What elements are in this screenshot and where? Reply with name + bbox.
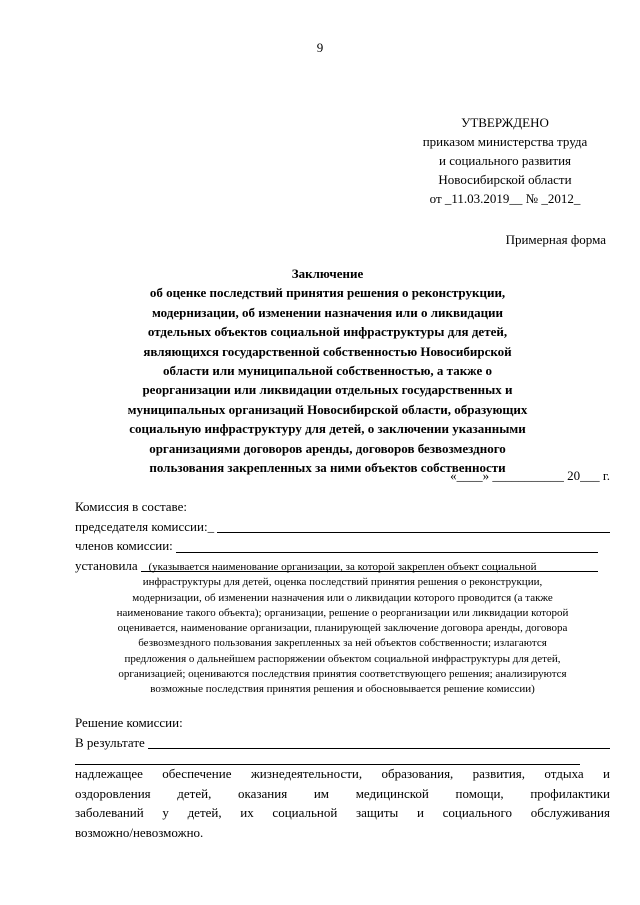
title-line: области или муниципальной собственностью, а также о xyxy=(163,363,492,379)
conclusion-line: возможно/невозможно. xyxy=(75,824,204,840)
note-line: безвозмездного пользования закрепленных за ней объектов собственности; излагаются xyxy=(138,637,547,650)
title-line: модернизации, об изменении назначения или о ликвидации xyxy=(151,304,504,320)
document-title xyxy=(125,264,530,477)
members-label: членов комиссии: xyxy=(75,538,173,553)
result-label: В результате xyxy=(75,734,145,750)
title-line: отдельных объектов социальной инфраструктуры для детей, xyxy=(147,324,508,340)
title-line: об оценке последствий принятия решения о реконструкции, xyxy=(149,285,506,301)
note-line: инфраструктуры для детей, оценка последствий принятия решения о реконструкции, xyxy=(142,576,543,589)
title-line: социальную инфраструктуру для детей, о заключении указанными xyxy=(129,421,526,437)
chairman-row xyxy=(75,517,610,537)
approval-line: от _11.03.2019__ № _2012_ xyxy=(429,191,581,206)
title-line: Заключение xyxy=(291,266,364,281)
approval-stamp xyxy=(380,113,630,208)
title-line: организациями договоров аренды, договоров безвозмездного xyxy=(149,440,506,456)
conclusion-paragraph xyxy=(75,764,610,842)
conclusion-line: надлежащее обеспечение жизнедеятельности, образования, развития, отдыха и xyxy=(75,766,610,781)
commission-heading: Комиссия в составе: xyxy=(75,499,187,514)
approval-line: УТВЕРЖДЕНО xyxy=(461,115,549,130)
page-number: 9 xyxy=(316,40,324,55)
approval-line: приказом министерства труда xyxy=(422,134,588,149)
note-line: возможные последствия принятия решения и обосновывается решение комиссии) xyxy=(150,683,535,696)
decision-heading: Решение комиссии: xyxy=(75,715,183,730)
approval-line: Новосибирской области xyxy=(438,172,572,187)
note-line: наименование такого объекта); организации, решение о реорганизации или ликвидации которой xyxy=(116,606,569,619)
note-line: оценивается, наименование организации, планирующей заключение договора аренды, договора xyxy=(117,622,568,635)
title-line: реорганизации или ликвидации отдельных государственных и xyxy=(142,382,513,398)
explanatory-note xyxy=(75,560,610,698)
title-line: муниципальных организаций Новосибирской области, образующих xyxy=(127,401,528,417)
conclusion-line: оздоровления детей, оказания им медицинской помощи, профилактики xyxy=(75,785,610,801)
title-line: пользования закрепленных за ними объектов собственности xyxy=(149,460,506,476)
note-line: предложения о дальнейшем распоряжении объектом социальной инфраструктуры для детей, xyxy=(124,652,561,665)
chairman-blank xyxy=(217,519,610,533)
members-row xyxy=(75,536,610,556)
date-line: «____» ___________ 20___ г. xyxy=(450,468,610,483)
title-line: являющихся государственной собственностью Новосибирской xyxy=(143,343,512,359)
note-line: (указывается наименование организации, за которой закреплен объект социальной xyxy=(148,561,537,573)
chairman-label: председателя комиссии:_ xyxy=(75,518,215,534)
note-line: организацией; оцениваются последствия принятия соответствующего решения; анализируются xyxy=(118,668,567,681)
result-row xyxy=(75,733,610,753)
decision-section xyxy=(75,713,610,771)
approval-line: и социального развития xyxy=(438,153,572,168)
note-line: модернизации, об изменении назначения или о ликвидации которого проводится (а также xyxy=(132,591,553,604)
established-label: установила xyxy=(75,557,138,573)
members-blank xyxy=(176,539,598,553)
conclusion-line: заболеваний у детей, их социальной защиты и социального обслуживания xyxy=(75,805,610,820)
result-blank xyxy=(148,735,610,749)
sample-form-label: Примерная форма xyxy=(505,232,606,247)
